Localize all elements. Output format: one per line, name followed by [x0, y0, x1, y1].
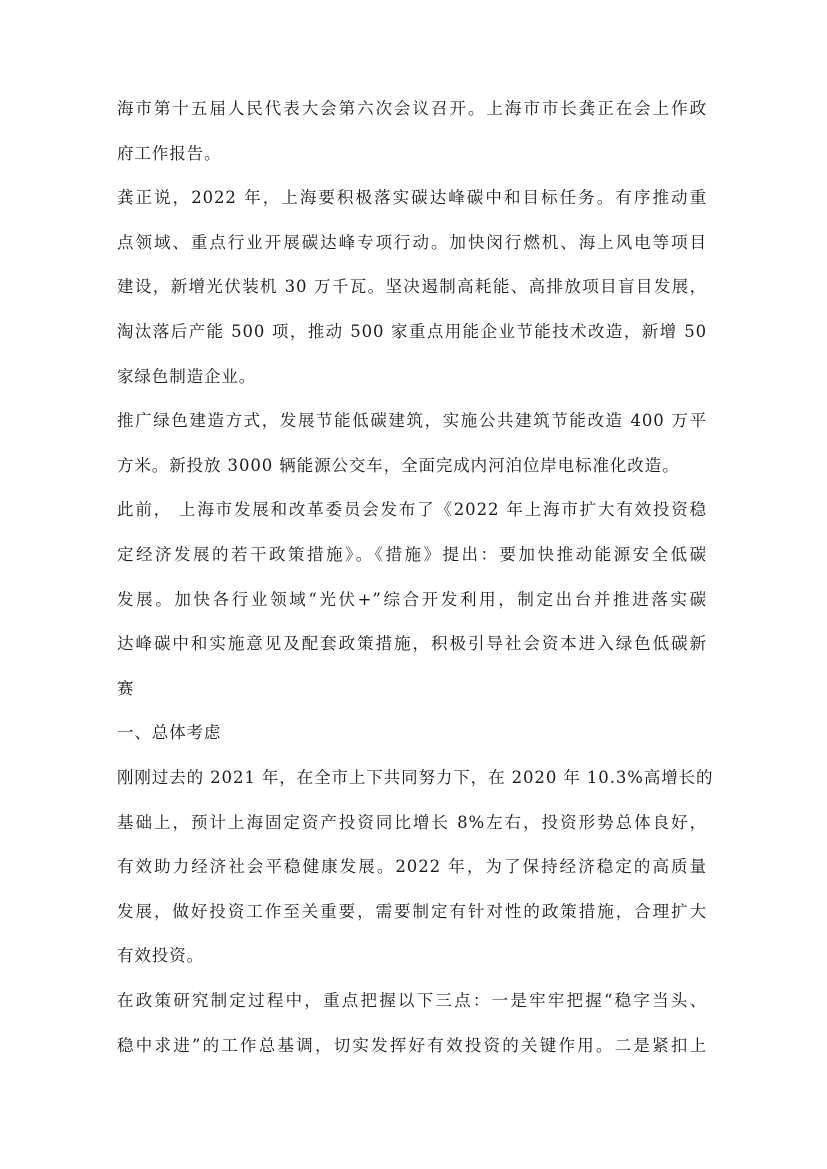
text-line: 家绿色制造企业。 [117, 367, 257, 386]
text-line: 赛 [117, 679, 135, 698]
section-heading: 一、总体考虑 [117, 723, 222, 742]
text-line: 海市第十五届人民代表大会第六次会议召开。上海市市长龚正在会上作政 [117, 99, 707, 118]
text-line: 方米。新投放 3000 辆能源公交车，全面完成内河泊位岸电标准化改造。 [117, 456, 680, 475]
text-line: 建设，新增光伏装机 30 万千瓦。坚决遏制高耗能、高排放项目盲目发展， [117, 277, 707, 296]
text-line: 发展。加快各行业领域“光伏+”综合开发利用，制定出台并推进落实碳 [117, 590, 707, 609]
text-line: 淘汰落后产能 500 项，推动 500 家重点用能企业节能技术改造，新增 50 [117, 322, 707, 341]
text-line: 发展，做好投资工作至关重要，需要制定有针对性的政策措施，合理扩大 [117, 902, 707, 921]
text-line: 推广绿色建造方式，发展节能低碳建筑，实施公共建筑节能改造 400 万平 [117, 411, 707, 430]
text-line: 此前， 上海市发展和改革委员会发布了《2022 年上海市扩大有效投资稳 [117, 500, 707, 519]
text-line: 在政策研究制定过程中，重点把握以下三点：一是牢牢把握“稳字当头、 [117, 991, 707, 1010]
text-line: 有效助力经济社会平稳健康发展。2022 年，为了保持经济稳定的高质量 [117, 857, 707, 876]
text-line: 龚正说，2022 年，上海要积极落实碳达峰碳中和目标任务。有序推动重 [117, 188, 707, 207]
text-line: 点领域、重点行业开展碳达峰专项行动。加快闵行燃机、海上风电等项目 [117, 233, 707, 252]
text-line: 有效投资。 [117, 946, 204, 965]
text-line: 基础上，预计上海固定资产投资同比增长 8%左右，投资形势总体良好， [117, 813, 707, 832]
text-line: 府工作报告。 [117, 144, 222, 163]
text-line: 稳中求进”的工作总基调，切实发挥好有效投资的关键作用。二是紧扣上 [117, 1036, 707, 1055]
text-line: 定经济发展的若干政策措施》。《措施》提出：要加快推动能源安全低碳 [117, 545, 707, 564]
text-line: 刚刚过去的 2021 年，在全市上下共同努力下，在 2020 年 10.3%高增长的 [117, 768, 714, 787]
text-line: 达峰碳中和实施意见及配套政策措施，积极引导社会资本进入绿色低碳新 [117, 634, 707, 653]
